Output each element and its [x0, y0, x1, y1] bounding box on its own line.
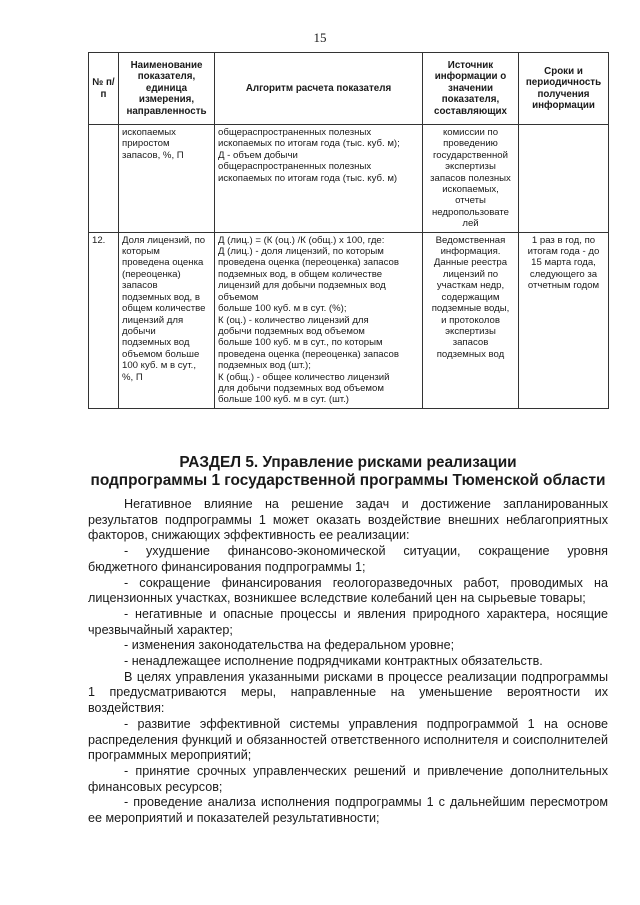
cell-line: К (оц.) - количество лицензий для	[218, 314, 369, 326]
cell-line: лей	[462, 218, 479, 230]
cell-line: проведена оценка	[122, 257, 204, 269]
table-row	[89, 125, 609, 233]
cell-source	[423, 232, 519, 408]
cell-line: 1 раз в год, по	[531, 234, 596, 246]
cell-line: итогам года - до	[527, 246, 600, 258]
cell-indicator-name	[119, 125, 215, 233]
cell-line: общем количестве	[122, 303, 206, 315]
table-row	[89, 232, 609, 408]
cell-line: подземных вод	[436, 348, 505, 360]
cell-line: проведена оценка (переоценка) запасов	[218, 257, 399, 269]
cell-line: больше 100 куб. м в сут., по которым	[218, 337, 383, 349]
cell-line: Доля лицензий, по	[122, 234, 206, 246]
cell-line: приростом	[122, 138, 170, 150]
cell-line: общераспространенных полезных	[218, 161, 372, 173]
cell-line: добычи	[122, 325, 156, 337]
paragraph: - изменения законодательства на федеральном уровне;	[124, 638, 455, 653]
cell-line: Д (лиц.) = (К (оц.) /К (общ.) х 100, где:	[218, 234, 385, 246]
page-number: 15	[313, 30, 327, 45]
cell-line: ископаемых	[122, 127, 176, 138]
cell-indicator-name	[119, 232, 215, 408]
cell-line: Д (лиц.) - доля лицензий, по которым	[218, 246, 384, 258]
cell-line: запасов, %, П	[122, 149, 184, 161]
cell-line: недропользовате	[432, 206, 509, 218]
table-header-row	[89, 53, 609, 125]
section-body	[88, 497, 608, 827]
cell-line: экспертизы	[445, 161, 496, 173]
paragraph: - принятие срочных управленческих решений и привлечение дополнительных финансовых ресурсов;	[88, 763, 608, 794]
header-source: Источник информации о значении показателя, составляющих	[423, 53, 519, 125]
paragraph: Негативное влияние на решение задач и достижение запланированных результатов подпрограммы 1 может оказать воздействие внешних неблагоприятных факторов, снижающих эффективность ее реализации:	[88, 497, 608, 543]
cell-line: подземных вод, в	[122, 291, 200, 303]
cell-line: отчетным годом	[527, 280, 600, 292]
cell-terms	[519, 232, 609, 408]
indicators-table	[88, 52, 609, 409]
cell-line: (переоценка)	[122, 268, 181, 280]
cell-line: проведена оценка (переоценка) запасов	[218, 348, 399, 360]
paragraph: В целях управления указанными рисками в процессе реализации подпрограммы 1 предусматриваются меры, направленные на уменьшение вероятности их воздействия:	[88, 669, 608, 716]
cell-line: %, П	[122, 371, 143, 383]
cell-line: подземные воды,	[431, 303, 510, 315]
paragraph: - сокращение финансирования геологоразведочных работ, проводимых на лицензионных участках, возникшее вследствие колебаний цен на сырьевые товары;	[88, 575, 608, 606]
cell-line: общераспространенных полезных	[218, 127, 372, 138]
cell-line: ископаемых по итогам года (тыс. куб. м);	[218, 138, 400, 150]
cell-num	[89, 125, 119, 233]
cell-line: Д - объем добычи	[218, 149, 298, 161]
header-terms: Сроки и периодичность получения информации	[519, 53, 609, 125]
paragraph: - проведение анализа исполнения подпрограммы 1 с дальнейшим пересмотром ее мероприятий и показателей результативности;	[88, 795, 608, 826]
cell-line: лицензий по	[442, 268, 499, 280]
cell-line: подземных вод (шт.);	[218, 360, 311, 372]
cell-terms	[519, 125, 609, 233]
paragraph: - развитие эффективной системы управления подпрограммой 1 на основе распределения функций и обязанностей ответственного исполнителя и соисполнителей программных мероприятий;	[88, 716, 608, 763]
cell-line: подземных вод	[122, 337, 190, 349]
cell-line: и протоколов	[441, 314, 500, 326]
cell-line: проведению	[443, 138, 498, 150]
cell-line: запасов полезных	[430, 172, 511, 184]
cell-line: Данные реестра	[433, 257, 508, 269]
cell-line: добычи подземных вод объемом	[218, 325, 365, 337]
cell-line: ископаемых по итогам года (тыс. куб. м)	[218, 172, 398, 184]
cell-line: 100 куб. м в сут.,	[122, 360, 196, 372]
cell-line: лицензий для добычи подземных вод	[218, 280, 386, 292]
section-title-line-2: подпрограммы 1 государственной программы Тюменской области	[90, 472, 606, 489]
cell-algorithm	[215, 125, 423, 233]
paragraph: - негативные и опасные процессы и явления природного характера, носящие чрезвычайный характер;	[88, 606, 608, 637]
cell-line: объемом больше	[122, 348, 200, 360]
cell-line: запасов	[122, 280, 158, 292]
paragraph: - ухудшение финансово-экономической ситуации, сокращение уровня бюджетного финансирования подпрограммы 1;	[88, 544, 608, 574]
cell-line: следующего за	[529, 268, 598, 280]
cell-line: информация.	[440, 246, 501, 258]
cell-line: Ведомственная	[435, 234, 506, 246]
cell-line: больше 100 куб. м в сут. (%);	[218, 303, 347, 315]
cell-line: отчеты	[455, 195, 486, 207]
cell-algorithm	[215, 232, 423, 408]
paragraph: - ненадлежащее исполнение подрядчиками контрактных обязательств.	[124, 654, 543, 669]
cell-line: объемом	[218, 291, 259, 303]
cell-line: К (общ.) - общее количество лицензий	[218, 371, 390, 383]
cell-source	[423, 125, 519, 233]
cell-line: участкам недр,	[436, 280, 505, 292]
section-title-line-1: РАЗДЕЛ 5. Управление рисками реализации	[179, 454, 517, 471]
cell-line: которым	[122, 246, 160, 258]
cell-line: подземных вод, в общем количестве	[218, 268, 383, 280]
cell-line: государственной	[433, 149, 508, 161]
cell-line: больше 100 куб. м в сут. (шт.)	[218, 394, 349, 406]
cell-line: 15 марта года,	[531, 257, 596, 269]
cell-num: 12.	[89, 232, 119, 408]
cell-line: комиссии по	[442, 127, 499, 138]
cell-line: запасов	[452, 337, 489, 349]
header-name: Наименование показателя, единица измерения, направленность	[119, 53, 215, 125]
cell-line: экспертизы	[445, 325, 496, 337]
cell-line: лицензий для	[122, 314, 184, 326]
section-title	[88, 454, 608, 490]
cell-line: для добычи подземных вод объемом	[218, 382, 384, 394]
cell-line: содержащим	[441, 291, 500, 303]
header-algorithm: Алгоритм расчета показателя	[215, 53, 423, 125]
cell-line: ископаемых,	[442, 184, 499, 196]
header-num: № п/п	[89, 53, 119, 125]
